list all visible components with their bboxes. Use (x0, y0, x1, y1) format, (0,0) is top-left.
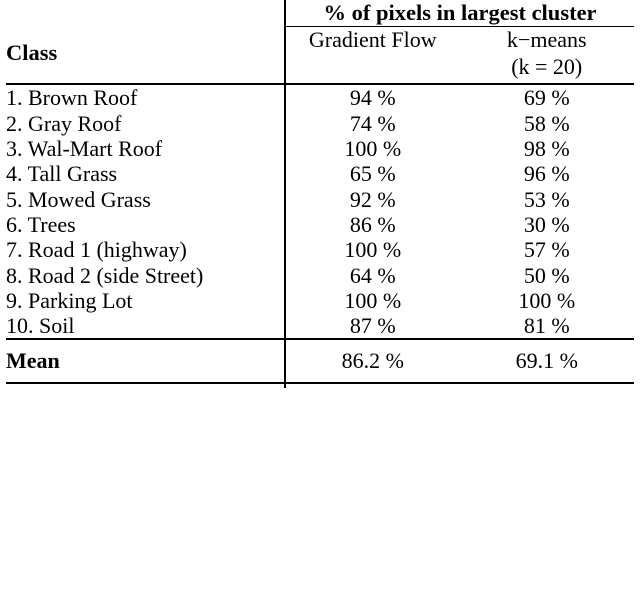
row-kmeans-value: 96 % (523, 161, 570, 187)
row-gradient-flow-value: 64 % (285, 263, 459, 288)
header-kmeans-text-line2: (k = 20) (511, 54, 583, 80)
row-gradient-flow-value: 87 % (285, 313, 459, 339)
row-kmeans-value: 58 % (523, 110, 570, 136)
summary-label: Mean (6, 339, 285, 382)
row-gradient-flow-value: 86 % (285, 212, 459, 237)
header-gradient-flow-spacer (286, 52, 459, 79)
header-gradient-flow-text: Gradient Flow (308, 26, 437, 52)
row-class-label: 5. Mowed Grass (6, 186, 151, 212)
table-row (6, 136, 634, 161)
row-gradient-flow-value: 100 % (285, 237, 459, 262)
table-row (6, 313, 634, 339)
row-kmeans-value: 50 % (523, 262, 570, 288)
table-row (6, 212, 634, 237)
header-gradient-flow-label (285, 26, 459, 79)
row-class-label: 8. Road 2 (side Street) (6, 262, 204, 288)
table-row (6, 161, 634, 186)
row-kmeans-value: 30 % (523, 211, 570, 237)
row-class-label: 3. Wal-Mart Roof (6, 136, 163, 162)
header-subcolumns-row (6, 26, 634, 79)
summary-gradient-flow-value: 86.2 % (285, 339, 459, 382)
row-kmeans-value: 98 % (523, 136, 570, 162)
results-table (6, 0, 634, 388)
row-gradient-flow-value: 92 % (285, 187, 459, 212)
row-kmeans-value: 100 % (518, 287, 576, 313)
row-kmeans-value: 53 % (523, 186, 570, 212)
header-class-label: Class (6, 39, 58, 65)
row-class-label: 1. Brown Roof (6, 85, 138, 111)
row-gradient-flow-value: 65 % (285, 161, 459, 186)
row-class-label: 6. Trees (6, 211, 76, 237)
row-class-label: 2. Gray Roof (6, 110, 122, 136)
row-gradient-flow-value: 100 % (285, 136, 459, 161)
header-span-label: % of pixels in largest cluster (285, 0, 634, 26)
bottom-rule-class (6, 383, 285, 388)
header-kmeans-text-line1: k−means (506, 26, 587, 52)
row-gradient-flow-value: 100 % (285, 288, 459, 313)
table-row (6, 84, 634, 110)
header-kmeans-label (459, 26, 634, 79)
table-row (6, 111, 634, 136)
bottom-rule-gf (285, 383, 459, 388)
table-row (6, 263, 634, 288)
bottom-rule-km (459, 383, 634, 388)
table-bottom-rule (6, 383, 634, 388)
table-row (6, 288, 634, 313)
row-kmeans-value: 81 % (523, 313, 570, 339)
summary-kmeans-value: 69.1 % (459, 339, 634, 382)
header-corner-blank (6, 0, 285, 26)
row-gradient-flow-value: 94 % (285, 84, 459, 110)
row-class-label: 9. Parking Lot (6, 287, 133, 313)
row-kmeans-value: 57 % (523, 237, 570, 263)
row-class-label: 7. Road 1 (highway) (6, 237, 187, 263)
table-row (6, 237, 634, 262)
row-class-label: 10. Soil (6, 313, 75, 339)
row-gradient-flow-value: 74 % (285, 111, 459, 136)
header-span-row (6, 0, 634, 26)
row-class-label: 4. Tall Grass (6, 161, 118, 187)
table-row (6, 187, 634, 212)
summary-row (6, 339, 634, 382)
row-kmeans-value: 69 % (523, 85, 570, 111)
